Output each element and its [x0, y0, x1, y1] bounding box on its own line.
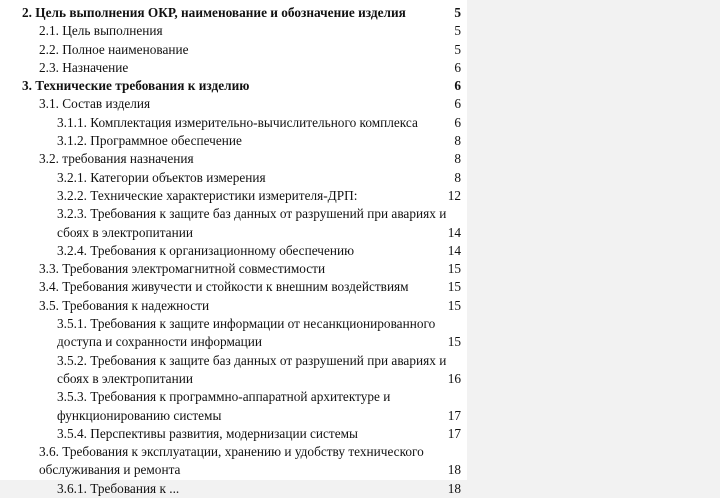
toc-entry[interactable] — [0, 315, 467, 352]
toc-entry[interactable] — [0, 187, 467, 205]
toc-entry-title: 2.2. Полное наименование — [39, 41, 189, 57]
toc-entry-page: 15 — [447, 297, 461, 313]
toc-entry[interactable] — [0, 388, 467, 425]
toc-entry[interactable] — [0, 480, 467, 498]
toc-entry[interactable] — [0, 22, 467, 40]
toc-entry[interactable] — [0, 95, 467, 113]
toc-entry-title: 3.6. Требования к эксплуатации, хранению и удобству технического обслуживания и ремонта — [39, 444, 424, 478]
toc-entry-page: 8 — [454, 169, 461, 185]
toc-entry-title: 3.1.1. Комплектация измерительно-вычислительного комплекса — [57, 114, 418, 130]
toc-entry[interactable] — [0, 297, 467, 315]
toc-entry-page: 6 — [454, 78, 461, 94]
toc-entry[interactable] — [0, 114, 467, 132]
toc-entry-page: 8 — [454, 133, 461, 149]
workspace-background — [467, 0, 720, 480]
toc-entry-title: 3.2.4. Требования к организационному обеспечению — [57, 242, 355, 258]
toc-entry-page: 5 — [454, 23, 461, 39]
toc-entry-title: 3.2.2. Технические характеристики измерителя-ДРП: — [57, 187, 358, 203]
toc-entry[interactable] — [0, 260, 467, 278]
toc-entry-page: 14 — [447, 242, 461, 258]
toc-entry-page: 14 — [447, 224, 461, 240]
toc-entry-title: 3.5.4. Перспективы развития, модернизации системы — [57, 425, 358, 441]
toc-entry-title: 3.3. Требования электромагнитной совместимости — [39, 261, 326, 277]
toc-entry-page: 15 — [447, 261, 461, 277]
toc-entry-page: 6 — [454, 96, 461, 112]
toc-entry-title: 3. Технические требования к изделию — [22, 78, 250, 94]
toc-entry-page: 18 — [447, 462, 461, 478]
toc-entry-title: 3.1. Состав изделия — [39, 96, 151, 112]
toc-entry[interactable] — [0, 150, 467, 168]
toc-entry[interactable] — [0, 59, 467, 77]
toc-entry-title: 3.5. Требования к надежности — [39, 297, 210, 313]
toc-entry[interactable] — [0, 352, 467, 389]
toc-entry-page: 5 — [454, 41, 461, 57]
toc-entry-title: 3.5.1. Требования к защите информации от несанкционированного доступа и сохранности информации — [57, 316, 436, 350]
toc-entry[interactable] — [0, 132, 467, 150]
toc-entry-page: 12 — [447, 187, 461, 203]
toc-entry-page: 8 — [454, 151, 461, 167]
toc-entry-page: 16 — [447, 370, 461, 386]
toc-entry[interactable] — [0, 41, 467, 59]
toc-entry-title: 3.6.1. Требования к ... — [57, 480, 180, 496]
toc-entry[interactable] — [0, 4, 467, 22]
table-of-contents — [0, 4, 467, 498]
toc-entry-title: 2.3. Назначение — [39, 59, 129, 75]
toc-entry-title: 3.5.3. Требования к программно-аппаратной архитектуре и функционированию системы — [57, 389, 391, 423]
toc-entry-title: 2. Цель выполнения ОКР, наименование и обозначение изделия — [22, 5, 406, 20]
toc-entry-page: 17 — [447, 407, 461, 423]
toc-entry-page: 15 — [447, 279, 461, 295]
toc-entry-title: 3.1.2. Программное обеспечение — [57, 133, 242, 149]
toc-entry[interactable] — [0, 205, 467, 242]
toc-entry-title: 3.2.3. Требования к защите баз данных от разрушений при авариях и сбоях в электропитании — [57, 206, 447, 240]
toc-entry-page: 18 — [447, 480, 461, 496]
toc-entry-page: 15 — [447, 334, 461, 350]
toc-entry-page: 17 — [447, 425, 461, 441]
toc-entry[interactable] — [0, 169, 467, 187]
toc-entry[interactable] — [0, 278, 467, 296]
toc-entry-page: 6 — [454, 114, 461, 130]
toc-entry[interactable] — [0, 242, 467, 260]
toc-entry[interactable] — [0, 443, 467, 480]
toc-entry[interactable] — [0, 77, 467, 95]
toc-entry-title: 3.4. Требования живучести и стойкости к внешним воздействиям — [39, 279, 409, 295]
toc-entry-page: 6 — [454, 59, 461, 75]
toc-entry-page: 5 — [454, 5, 461, 20]
toc-entry-title: 3.2.1. Категории объектов измерения — [57, 169, 266, 185]
toc-entry[interactable] — [0, 425, 467, 443]
toc-entry-title: 3.2. требования назначения — [39, 151, 194, 167]
toc-entry-title: 2.1. Цель выполнения — [39, 23, 163, 39]
toc-entry-title: 3.5.2. Требования к защите баз данных от разрушений при авариях и сбоях в электропитании — [57, 352, 447, 386]
